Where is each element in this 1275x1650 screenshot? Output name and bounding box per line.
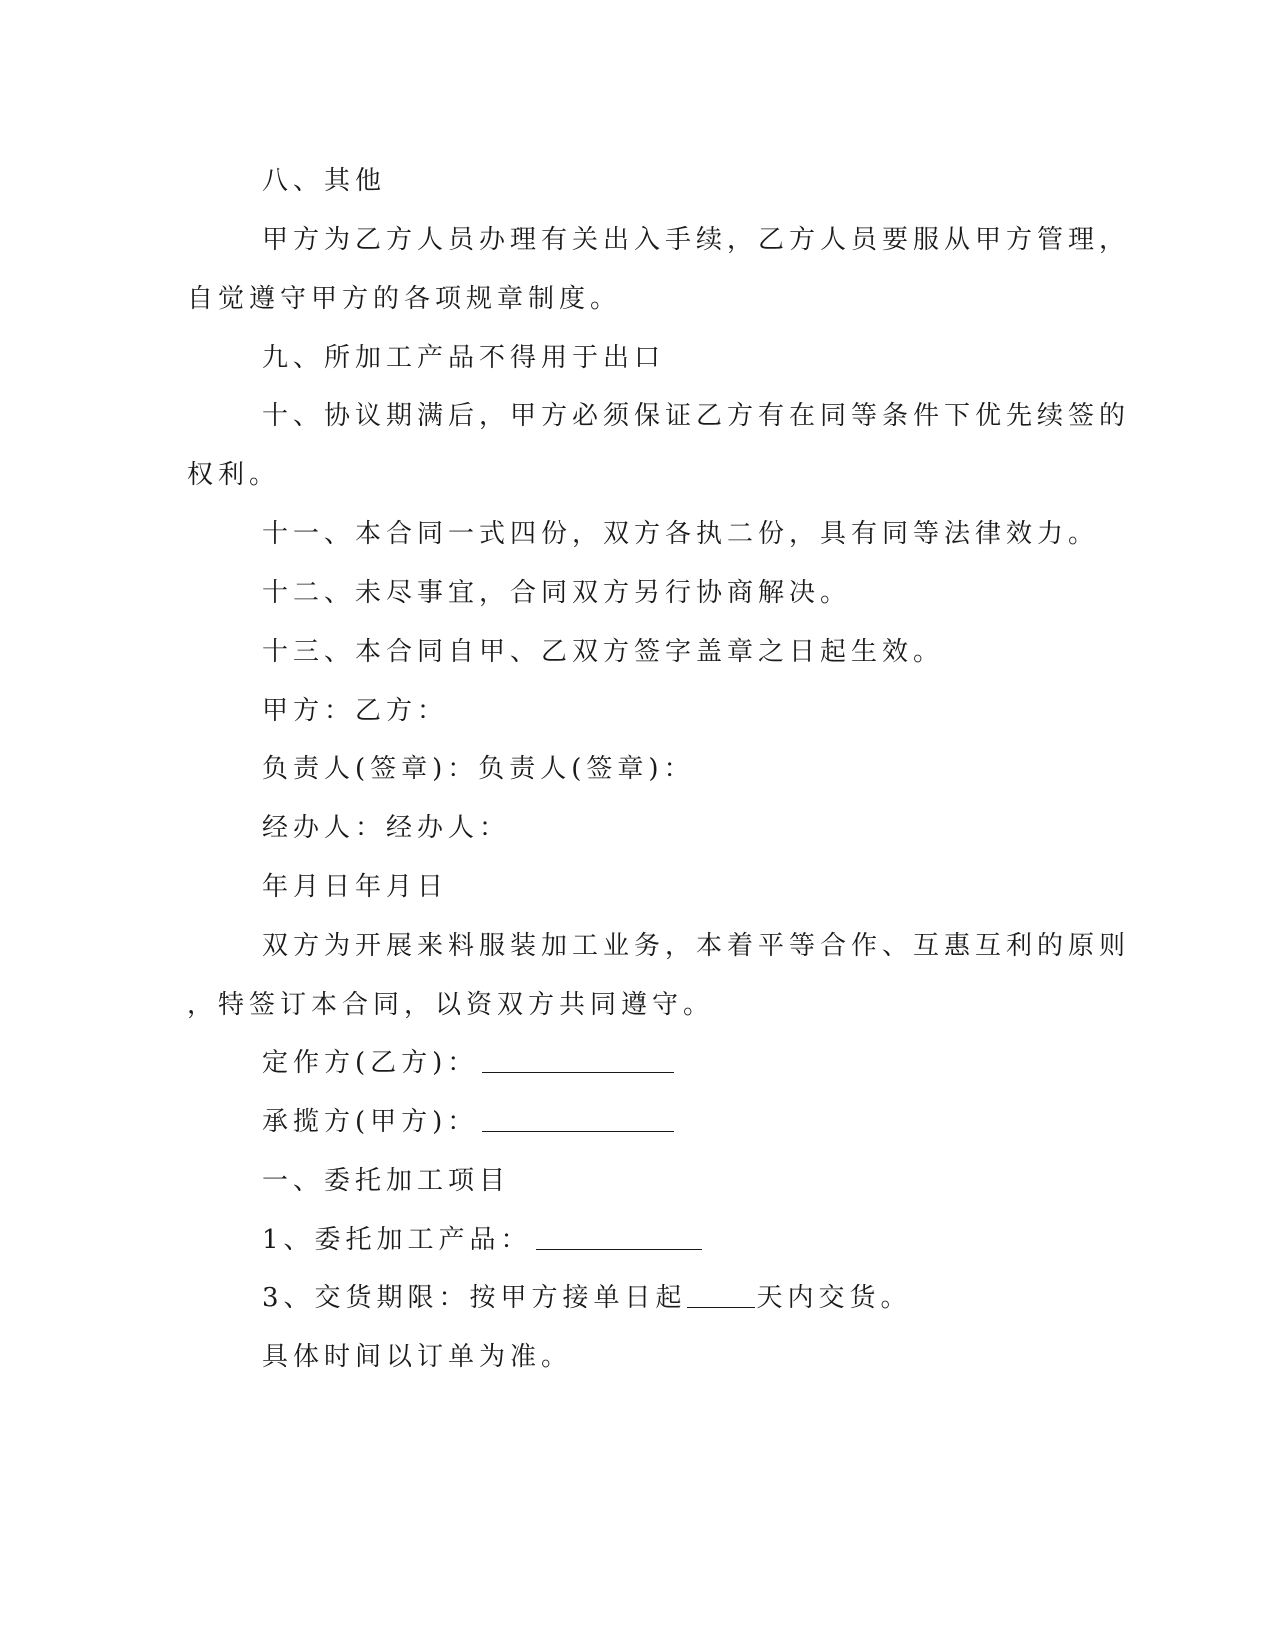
contractor-line [262,1104,674,1140]
section-12-text: 十二、未尽事宜，合同双方另行协商解决。 [262,578,852,608]
delivery-line [262,1280,912,1316]
paragraph-text: 自觉遵守甲方的各项规章制度。 [187,284,622,314]
section-9-heading: 九、所加工产品不得用于出口 [262,343,666,373]
section-8-heading: 八、其他 [262,166,387,196]
paragraph-text: 甲方为乙方人员办理有关出入手续，乙方人员要服从甲方管理， [262,225,1131,255]
paragraph-text: 具体时间以订单为准。 [262,1342,573,1372]
delivery-label: 3、交货期限：按甲方接单日起 [262,1283,687,1313]
section-13-text: 十三、本合同自甲、乙双方签字盖章之日起生效。 [262,637,945,667]
delivery-suffix: 天内交货。 [756,1283,912,1313]
agent-line: 经办人：经办人： [262,813,511,843]
intro-text: 双方为开展来料服装加工业务，本着平等合作、互惠互利的原则 [262,931,1131,961]
section-10-text: 十、协议期满后，甲方必须保证乙方有在同等条件下优先续签的 [262,401,1131,431]
contractor-label: 承揽方(甲方)： [262,1107,479,1137]
orderer-label: 定作方(乙方)： [262,1048,479,1078]
orderer-blank-field [482,1046,674,1073]
paragraph-text: ，特签订本合同，以资双方共同遵守。 [187,990,715,1020]
signature-line: 负责人(签章)：负责人(签章)： [262,754,695,784]
section-11-text: 十一、本合同一式四份，双方各执二份，具有同等法律效力。 [262,519,1100,549]
product-blank-field [536,1223,702,1250]
product-label: 1、委托加工产品： [262,1225,532,1255]
contractor-blank-field [482,1105,674,1132]
paragraph-text: 权利。 [187,460,281,490]
orderer-line [262,1045,674,1081]
product-line [262,1222,702,1258]
section-1-heading: 一、委托加工项目 [262,1166,511,1196]
date-line: 年月日年月日 [262,872,449,902]
party-line: 甲方：乙方： [262,696,449,726]
delivery-days-blank-field [687,1281,755,1308]
